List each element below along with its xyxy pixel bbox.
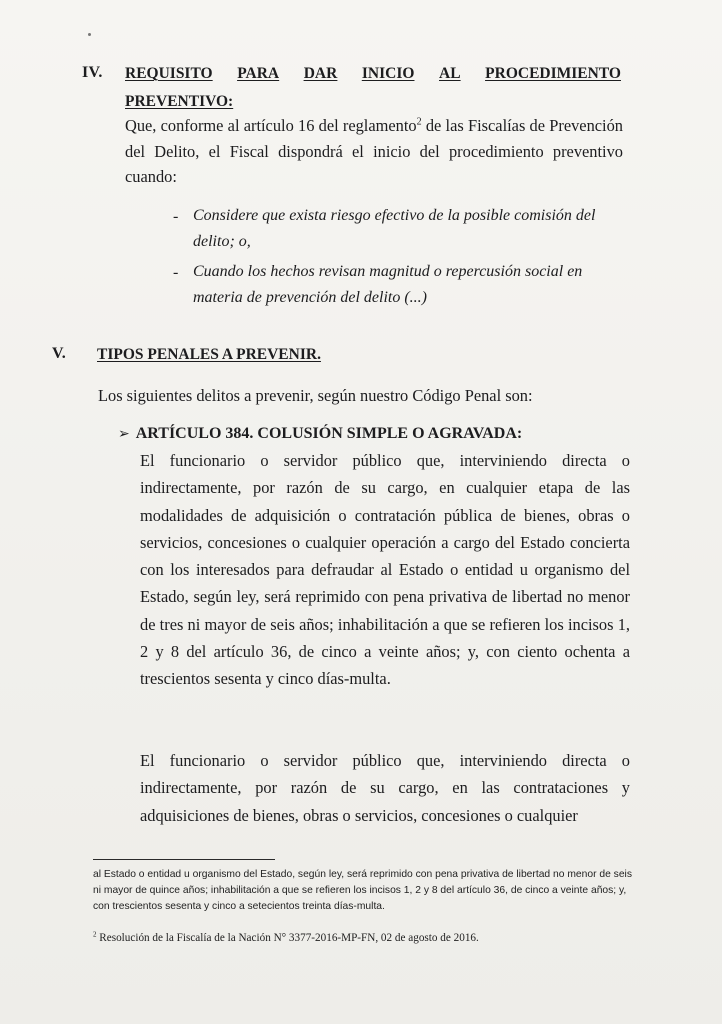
section-v-intro: Los siguientes delitos a prevenir, según nuestro Código Penal son: (98, 386, 533, 405)
heading-word: PARA (237, 65, 280, 82)
article-title (118, 425, 522, 443)
heading-word: REQUISITO (125, 65, 213, 82)
section-v-number: V. (52, 345, 67, 362)
section-iv-heading (125, 65, 621, 83)
footnote-2-text: Resolución de la Fiscalía de la Nación N° 3377-2016-MP-FN, 02 de agosto de 2016. (96, 932, 479, 944)
footnote-rule (93, 859, 275, 860)
bullet-dash: - (173, 264, 179, 281)
footnote-2 (93, 932, 633, 944)
section-v-heading: TIPOS PENALES A PREVENIR. (97, 346, 321, 363)
intro-text: Que, conforme al artículo 16 del reglamento (125, 116, 417, 135)
footnote-number: 2 (93, 930, 97, 939)
heading-word: PROCEDIMIENTO (485, 65, 621, 82)
section-iv-intro (125, 113, 623, 190)
footnote-continued: al Estado o entidad u organismo del Estado, según ley, será reprimido con pena privativa de libertad no menor de seis ni mayor de quince años; inhabilitación a que se refieren los incisos 1, 2 y 8 del artículo 36, de cinco a veinte años; y, con trescientos sesenta y cinco a setecientos treinta días-multa. (93, 869, 632, 912)
intro-text-cont: de las Fiscalías de Prevención del Delito, el Fiscal dispondrá el inicio del procedimiento preventivo cuando: (125, 116, 623, 186)
bullet-item: Cuando los hechos revisan magnitud o repercusión social en materia de prevención del delito (...) (193, 263, 583, 306)
margin-mark (88, 33, 91, 36)
section-iv-heading-line2: PREVENTIVO: (125, 93, 234, 110)
heading-word: DAR (303, 65, 338, 82)
article-title-text: ARTÍCULO 384. COLUSIÓN SIMPLE O AGRAVADA: (135, 425, 523, 442)
heading-word: AL (439, 65, 461, 82)
bullet-dash: - (173, 208, 179, 225)
article-paragraph-1: El funcionario o servidor público que, interviniendo directa o indirectamente, por razón de su cargo, en cualquier etapa de las modalidades de adquisición o contratación pública de bienes, obras o servicios, concesiones o cualquier operación a cargo del Estado concierta con los interesados para defraudar al Estado o entidad u organismo del Estado, según ley, será reprimido con pena privativa de libertad no menor de tres ni mayor de seis años; inhabilitación a que se refieren los incisos 1, 2 y 8 del artículo 36, de cinco a veinte años; y, con ciento ochenta a trescientos sesenta y cinco días-multa. (140, 451, 630, 689)
section-iv-number: IV. (82, 64, 103, 81)
footnote-ref: 2 (416, 116, 422, 128)
article-paragraph-2 (140, 747, 630, 829)
bullet-item: Considere que exista riesgo efectivo de la posible comisión del delito; o, (193, 207, 596, 250)
arrow-bullet-icon: ➢ (118, 426, 130, 442)
heading-word: INICIO (361, 65, 415, 82)
article-paragraph-2-text: El funcionario o servidor público que, interviniendo directa o indirectamente, por razón de su cargo, en las contrataciones y adquisiciones de bienes, obras o servicios, concesiones o cualquier (140, 751, 630, 825)
